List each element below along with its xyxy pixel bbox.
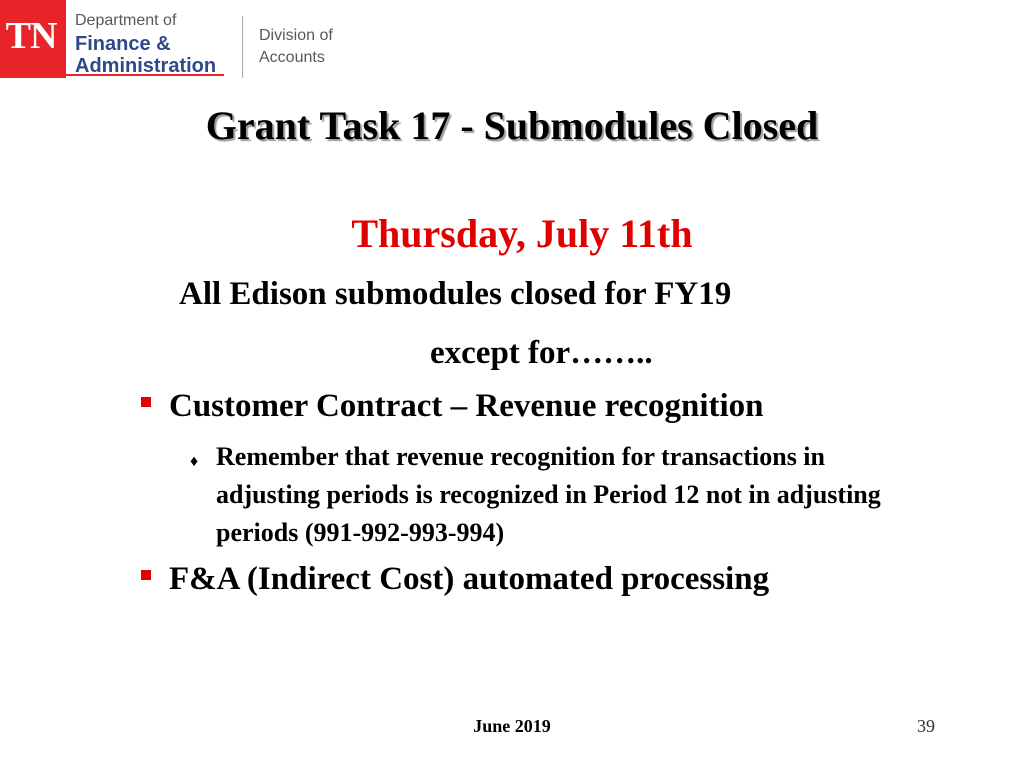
division-name-line-1: Division of (259, 27, 333, 44)
slide-title: Grant Task 17 - Submodules Closed (205, 103, 819, 148)
footer-date: June 2019 (473, 716, 551, 736)
division-name-line-2: Accounts (259, 49, 325, 66)
except-line: except for…….. (430, 335, 653, 371)
sub-bullet-text: Remember that revenue recognition for transactions in adjusting periods is recognized in Period 12 not in adjusting periods (991-992-993-994) (216, 442, 881, 547)
department-name-line-2: Finance & (75, 33, 171, 55)
intro-line: All Edison submodules closed for FY19 (179, 276, 732, 312)
diamond-bullet-icon: ♦ (190, 453, 199, 470)
department-name-line-3: Administration (75, 55, 217, 77)
tn-logo-mark: TN (5, 15, 57, 57)
square-bullet-icon (141, 397, 151, 407)
bullet-text: Customer Contract – Revenue recognition (169, 388, 764, 424)
bullet-text: F&A (Indirect Cost) automated processing (169, 561, 770, 597)
sub-bullet-item (190, 438, 930, 552)
bullet-item (141, 388, 764, 425)
tn-logo (0, 0, 66, 78)
date-heading: Thursday, July 11th (351, 211, 693, 256)
page-number: 39 (917, 716, 935, 736)
square-bullet-icon (141, 570, 151, 580)
department-name-line-1: Department of (75, 12, 177, 29)
bullet-item (141, 561, 769, 598)
logo-divider (242, 16, 243, 78)
